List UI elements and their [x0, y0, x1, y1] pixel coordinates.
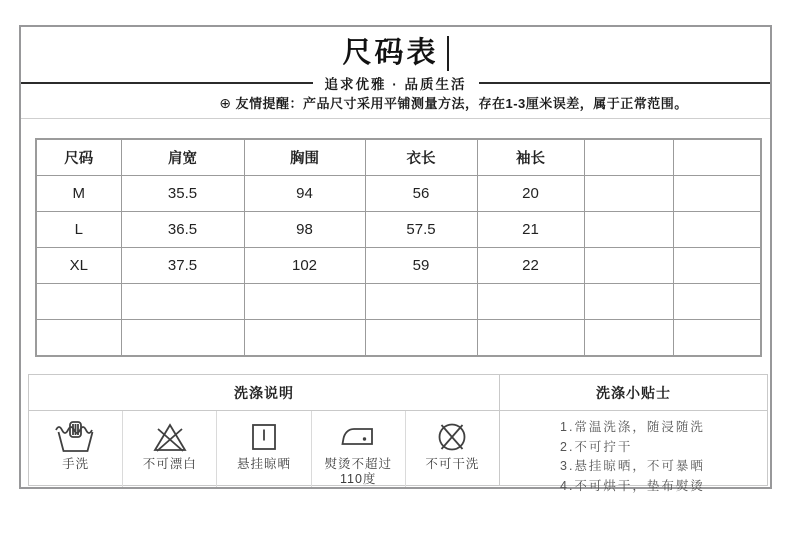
wash-item-label: 不可干洗: [425, 457, 480, 471]
wash-tips-title: 洗涤小贴士: [500, 375, 767, 411]
wash-item-label: 悬挂晾晒: [237, 457, 292, 471]
circled-plus-icon: ⊕: [219, 95, 232, 111]
size-table-header-cell: 胸围: [244, 139, 365, 176]
wash-tip: 3.悬挂晾晒，不可暴晒: [560, 459, 705, 473]
size-table-header-cell: 尺码: [36, 139, 121, 176]
size-table-cell: [584, 176, 673, 212]
size-table-cell: 102: [244, 248, 365, 284]
wash-guide-section: [29, 375, 500, 485]
size-table-row: [36, 320, 761, 357]
wash-item-label: 不可漂白: [142, 457, 197, 471]
size-table-header-cell: [584, 139, 673, 176]
size-table-cell: [584, 284, 673, 320]
size-table-cell: [673, 320, 761, 357]
iron-low-temp-icon: [338, 419, 378, 455]
size-table-header-cell: [673, 139, 761, 176]
size-table-row: [36, 284, 761, 320]
size-table-header-cell: 衣长: [365, 139, 477, 176]
wash-item-label: 手洗: [62, 457, 90, 471]
page-frame: [19, 25, 772, 493]
size-table-cell: 22: [477, 248, 584, 284]
size-table-cell: [244, 284, 365, 320]
size-table-cell: [477, 284, 584, 320]
size-table: [35, 138, 762, 357]
size-table-cell: 56: [365, 176, 477, 212]
page-title: 尺码表: [342, 36, 439, 69]
wash-tip: 1.常温洗涤，随浸随洗: [560, 420, 705, 434]
no-dry-clean-icon: [432, 419, 472, 455]
hang-dry-icon: [244, 419, 284, 455]
size-table-cell: [365, 284, 477, 320]
size-table-cell: [36, 284, 121, 320]
size-table-cell: 20: [477, 176, 584, 212]
size-table-cell: 98: [244, 212, 365, 248]
subtitle-left-rule: [21, 82, 313, 84]
size-table-row: [36, 248, 761, 284]
size-table-header-row: [36, 139, 761, 176]
wash-item-hang-dry: [217, 411, 311, 487]
wash-item-iron-low-temp: [312, 411, 406, 487]
size-table-cell: [673, 212, 761, 248]
size-table-cell: [584, 212, 673, 248]
subtitle-row: [21, 75, 770, 91]
wash-item-hand-wash: [29, 411, 123, 487]
friendly-notice: [79, 93, 790, 112]
size-table-row: [36, 212, 761, 248]
size-table-cell: 37.5: [121, 248, 244, 284]
wash-icon-row: [29, 411, 499, 487]
no-bleach-icon: [150, 419, 190, 455]
size-table-cell: [244, 320, 365, 357]
size-table-cell: 94: [244, 176, 365, 212]
wash-item-no-bleach: [123, 411, 217, 487]
size-table-body: [36, 176, 761, 357]
size-table-cell: 59: [365, 248, 477, 284]
subtitle-text: 追求优雅 · 品质生活: [324, 77, 467, 92]
size-table-row: [36, 176, 761, 212]
size-table-cell: [365, 320, 477, 357]
size-table-cell: [673, 176, 761, 212]
size-table-cell: [477, 320, 584, 357]
wash-tip: 4.不可烘干，垫布熨烫: [560, 478, 705, 493]
hand-wash-icon: [54, 419, 98, 455]
size-table-cell: 21: [477, 212, 584, 248]
size-table-cell: XL: [36, 248, 121, 284]
size-table-cell: [584, 320, 673, 357]
wash-tip: 2.不可拧干: [560, 439, 633, 454]
size-table-cell: L: [36, 212, 121, 248]
title-caret-bar: [447, 36, 449, 71]
size-table-cell: [584, 248, 673, 284]
size-table-cell: M: [36, 176, 121, 212]
size-table-cell: [673, 284, 761, 320]
care-instructions-panel: [28, 374, 768, 493]
subtitle-right-rule: [479, 82, 771, 84]
wash-item-label: 熨烫不超过 110度: [324, 457, 392, 486]
wash-tips-list: [500, 411, 767, 496]
size-table-header-cell: 肩宽: [121, 139, 244, 176]
size-table-cell: [36, 320, 121, 357]
size-table-cell: [121, 284, 244, 320]
size-table-cell: 35.5: [121, 176, 244, 212]
wash-item-no-dry-clean: [406, 411, 499, 487]
page-title-row: [21, 36, 770, 71]
notice-separator-line: [21, 118, 770, 119]
wash-guide-title: 洗涤说明: [29, 375, 499, 411]
size-table-cell: [673, 248, 761, 284]
size-table-cell: 57.5: [365, 212, 477, 248]
size-table-cell: [121, 320, 244, 357]
size-table-header-cell: 袖长: [477, 139, 584, 176]
notice-text: 友情提醒：产品尺寸采用平铺测量方法，存在1-3厘米误差，属于正常范围。: [235, 96, 688, 111]
wash-tips-section: [500, 375, 767, 493]
size-table-cell: 36.5: [121, 212, 244, 248]
